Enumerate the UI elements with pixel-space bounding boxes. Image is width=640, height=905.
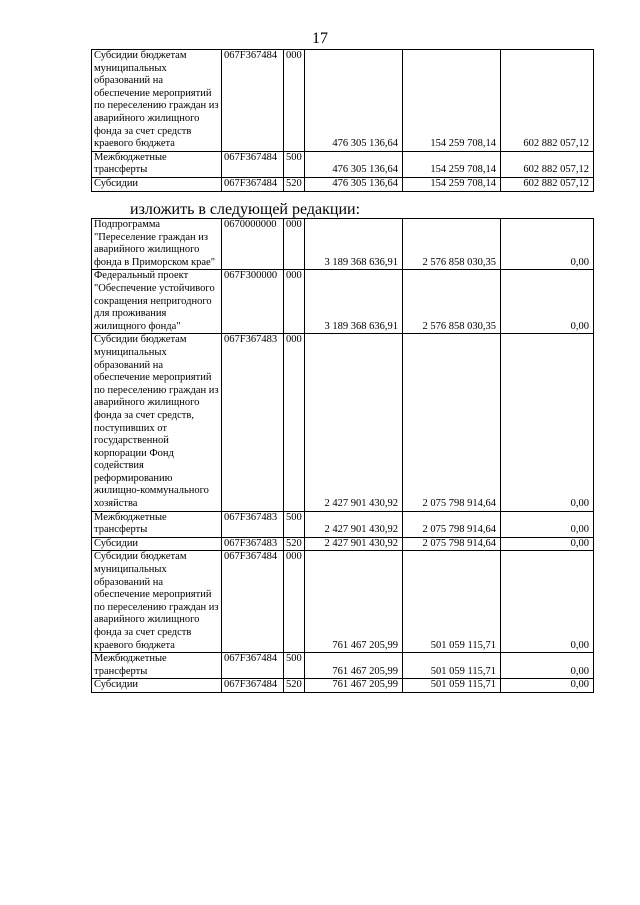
amount-col-3: 602 882 057,12 [501,50,594,152]
expense-type: 520 [284,177,305,191]
expense-type: 520 [284,679,305,693]
amount-col-3: 0,00 [501,219,594,270]
table-row [92,551,594,653]
expense-type: 500 [284,151,305,177]
amount-col-3: 0,00 [501,537,594,551]
target-code: 067F367484 [222,177,284,191]
amount-col-3: 0,00 [501,270,594,334]
amount-col-2: 2 576 858 030,35 [403,270,501,334]
expense-type: 000 [284,50,305,152]
target-code: 067F367484 [222,653,284,679]
amount-col-3: 0,00 [501,334,594,511]
target-code: 067F367483 [222,511,284,537]
target-code: 067F367484 [222,679,284,693]
table-row [92,511,594,537]
amount-col-2: 2 576 858 030,35 [403,219,501,270]
expense-type: 000 [284,551,305,653]
amount-col-1: 476 305 136,64 [305,151,403,177]
row-name: Субсидии [92,679,222,693]
amount-col-3: 0,00 [501,653,594,679]
amount-col-1: 2 427 901 430,92 [305,537,403,551]
target-code: 067F367483 [222,537,284,551]
page-number: 17 [312,30,328,47]
table-row [92,151,594,177]
row-name: Субсидии бюджетам муниципальных образований на обеспечение мероприятий по переселению граждан из аварийного жилищного фонда за счет средств краевого бюджета [92,50,222,152]
row-name: Межбюджетные трансферты [92,653,222,679]
row-name: Федеральный проект "Обеспечение устойчивого сокращения непригодного для проживания жилищного фонда" [92,270,222,334]
row-name: Субсидии бюджетам муниципальных образований на обеспечение мероприятий по переселению граждан из аварийного жилищного фонда за счет средств, поступивших от государственной корпорации Фонд содействия реформированию жилищно-коммунального хозяйства [92,334,222,511]
table-row [92,537,594,551]
amount-col-2: 501 059 115,71 [403,653,501,679]
target-code: 067F367483 [222,334,284,511]
expense-type: 000 [284,334,305,511]
amount-col-2: 501 059 115,71 [403,679,501,693]
table-row [92,50,594,152]
row-name: Межбюджетные трансферты [92,151,222,177]
amount-col-3: 602 882 057,12 [501,151,594,177]
target-code: 0670000000 [222,219,284,270]
amount-col-2: 2 075 798 914,64 [403,511,501,537]
amount-col-1: 476 305 136,64 [305,177,403,191]
expense-type: 000 [284,270,305,334]
amount-col-1: 476 305 136,64 [305,50,403,152]
amount-col-2: 154 259 708,14 [403,151,501,177]
expense-type: 000 [284,219,305,270]
table-row [92,177,594,191]
amount-col-3: 602 882 057,12 [501,177,594,191]
amount-col-2: 154 259 708,14 [403,177,501,191]
amount-col-2: 501 059 115,71 [403,551,501,653]
table-row [92,334,594,511]
amount-col-1: 3 189 368 636,91 [305,219,403,270]
amount-col-1: 2 427 901 430,92 [305,511,403,537]
budget-table-previous [91,49,594,192]
row-name: Субсидии бюджетам муниципальных образований на обеспечение мероприятий по переселению граждан из аварийного жилищного фонда за счет средств краевого бюджета [92,551,222,653]
amount-col-2: 2 075 798 914,64 [403,334,501,511]
amount-col-3: 0,00 [501,551,594,653]
amount-col-2: 2 075 798 914,64 [403,537,501,551]
amount-col-1: 2 427 901 430,92 [305,334,403,511]
row-name: Субсидии [92,537,222,551]
table-row [92,679,594,693]
amount-col-1: 761 467 205,99 [305,551,403,653]
amount-col-1: 761 467 205,99 [305,653,403,679]
expense-type: 520 [284,537,305,551]
target-code: 067F367484 [222,151,284,177]
target-code: 067F367484 [222,50,284,152]
row-name: Межбюджетные трансферты [92,511,222,537]
table-row [92,270,594,334]
amount-col-1: 761 467 205,99 [305,679,403,693]
amount-col-1: 3 189 368 636,91 [305,270,403,334]
table-row [92,653,594,679]
expense-type: 500 [284,511,305,537]
expense-type: 500 [284,653,305,679]
target-code: 067F367484 [222,551,284,653]
amount-col-2: 154 259 708,14 [403,50,501,152]
amount-col-3: 0,00 [501,511,594,537]
target-code: 067F300000 [222,270,284,334]
amount-col-3: 0,00 [501,679,594,693]
table-row [92,219,594,270]
edition-heading: изложить в следующей редакции: [130,201,361,218]
row-name: Подпрограмма "Переселение граждан из аварийного жилищного фонда в Приморском крае" [92,219,222,270]
budget-table-new-edition [91,218,594,693]
row-name: Субсидии [92,177,222,191]
